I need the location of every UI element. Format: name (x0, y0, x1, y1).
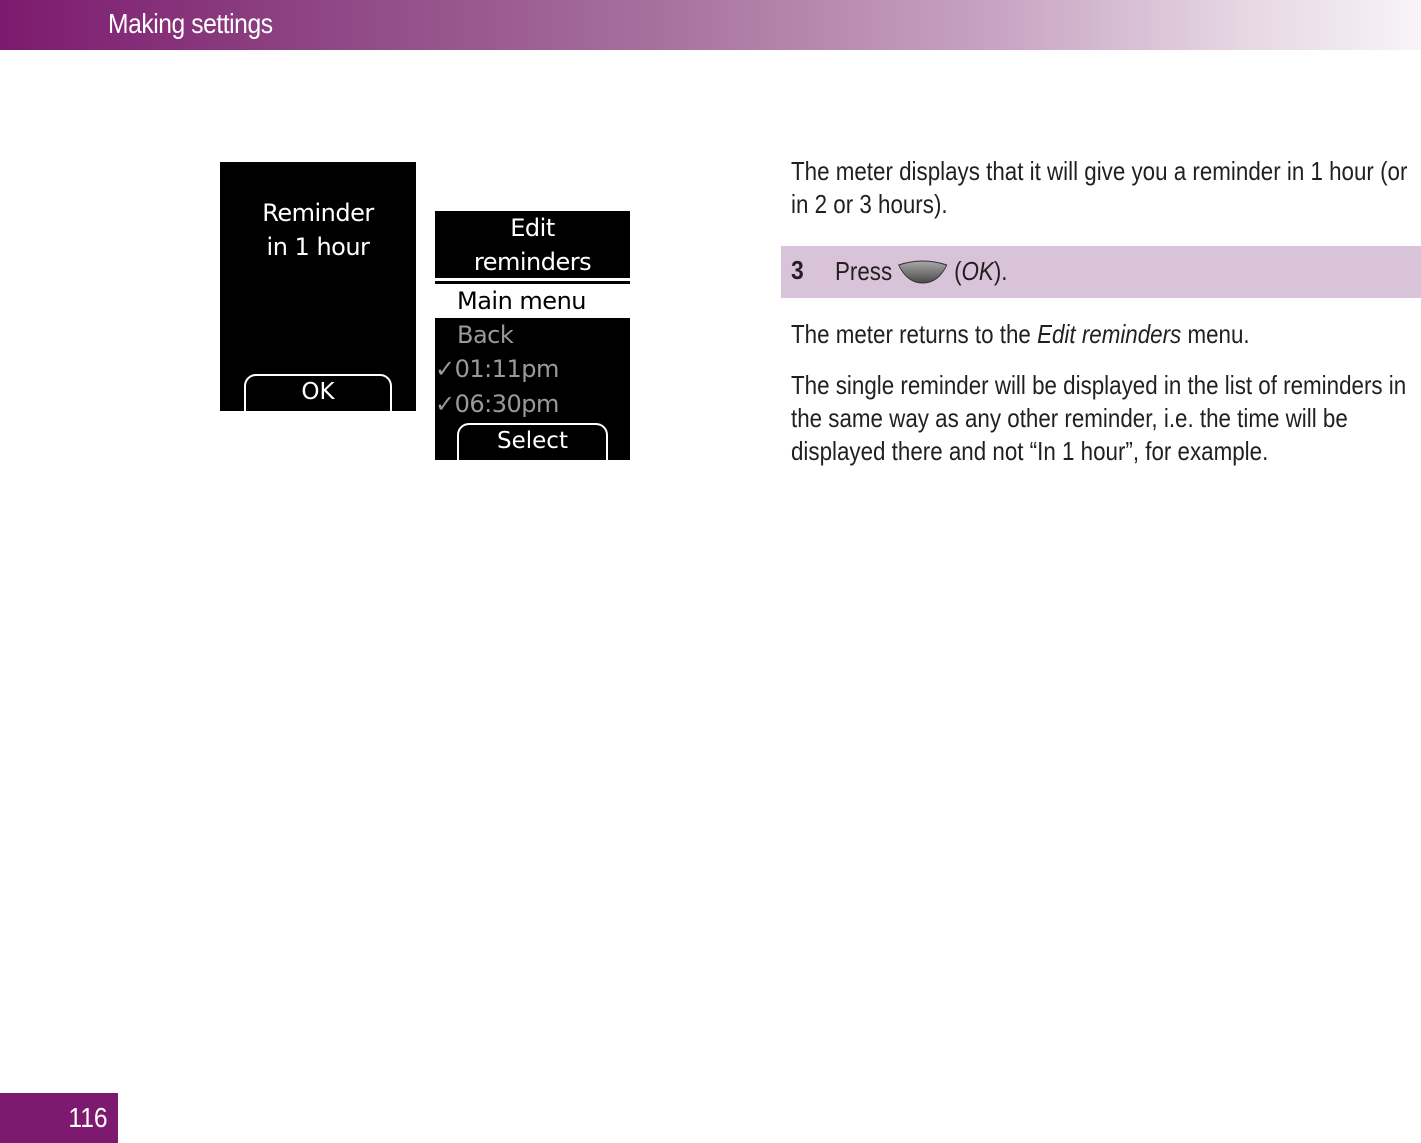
menu-item-main-menu[interactable] (435, 284, 630, 318)
menu-item-label: Main menu (457, 287, 586, 315)
menu-item-back[interactable]: Back (457, 321, 514, 349)
step-press-label: Press (835, 256, 893, 286)
meter-screen-edit-reminders (435, 211, 630, 460)
title-divider (435, 278, 630, 281)
ok-key-label: OK (961, 256, 994, 286)
paragraph-single-reminder: The single reminder will be displayed in the list of reminders in the same way as any other reminder, i.e. the time will be displayed there and not “In 1 hour”, for example. (791, 370, 1407, 466)
menu-item-reminder-1[interactable]: ✓01:11pm (435, 355, 559, 383)
paragraph-returns: The meter returns to the Edit reminders menu. (791, 319, 1250, 349)
ok-softkey[interactable]: OK (244, 374, 392, 413)
screen-title-line2: reminders (473, 248, 592, 276)
section-title: Making settings (108, 8, 273, 39)
paragraph-reminder-info: The meter displays that it will give you a reminder in 1 hour (or in 2 or 3 hours). (791, 156, 1408, 219)
menu-item-reminder-2[interactable]: ✓06:30pm (435, 390, 559, 418)
screen-text-line1: Reminder (262, 199, 374, 227)
page-number-box (0, 1093, 118, 1143)
step-text: Press ( OK ). (835, 256, 1008, 286)
select-softkey[interactable]: Select (457, 423, 608, 462)
step-number: 3 (791, 255, 804, 285)
step-instruction (781, 246, 1421, 298)
meter-screen-reminder (220, 162, 416, 411)
edit-reminders-menu-name: Edit reminders (1037, 319, 1182, 349)
page-number: 116 (68, 1102, 108, 1133)
screen-title-line1: Edit (510, 214, 555, 242)
screen-text-line2: in 1 hour (266, 233, 370, 261)
softkey-button-icon (897, 259, 949, 285)
